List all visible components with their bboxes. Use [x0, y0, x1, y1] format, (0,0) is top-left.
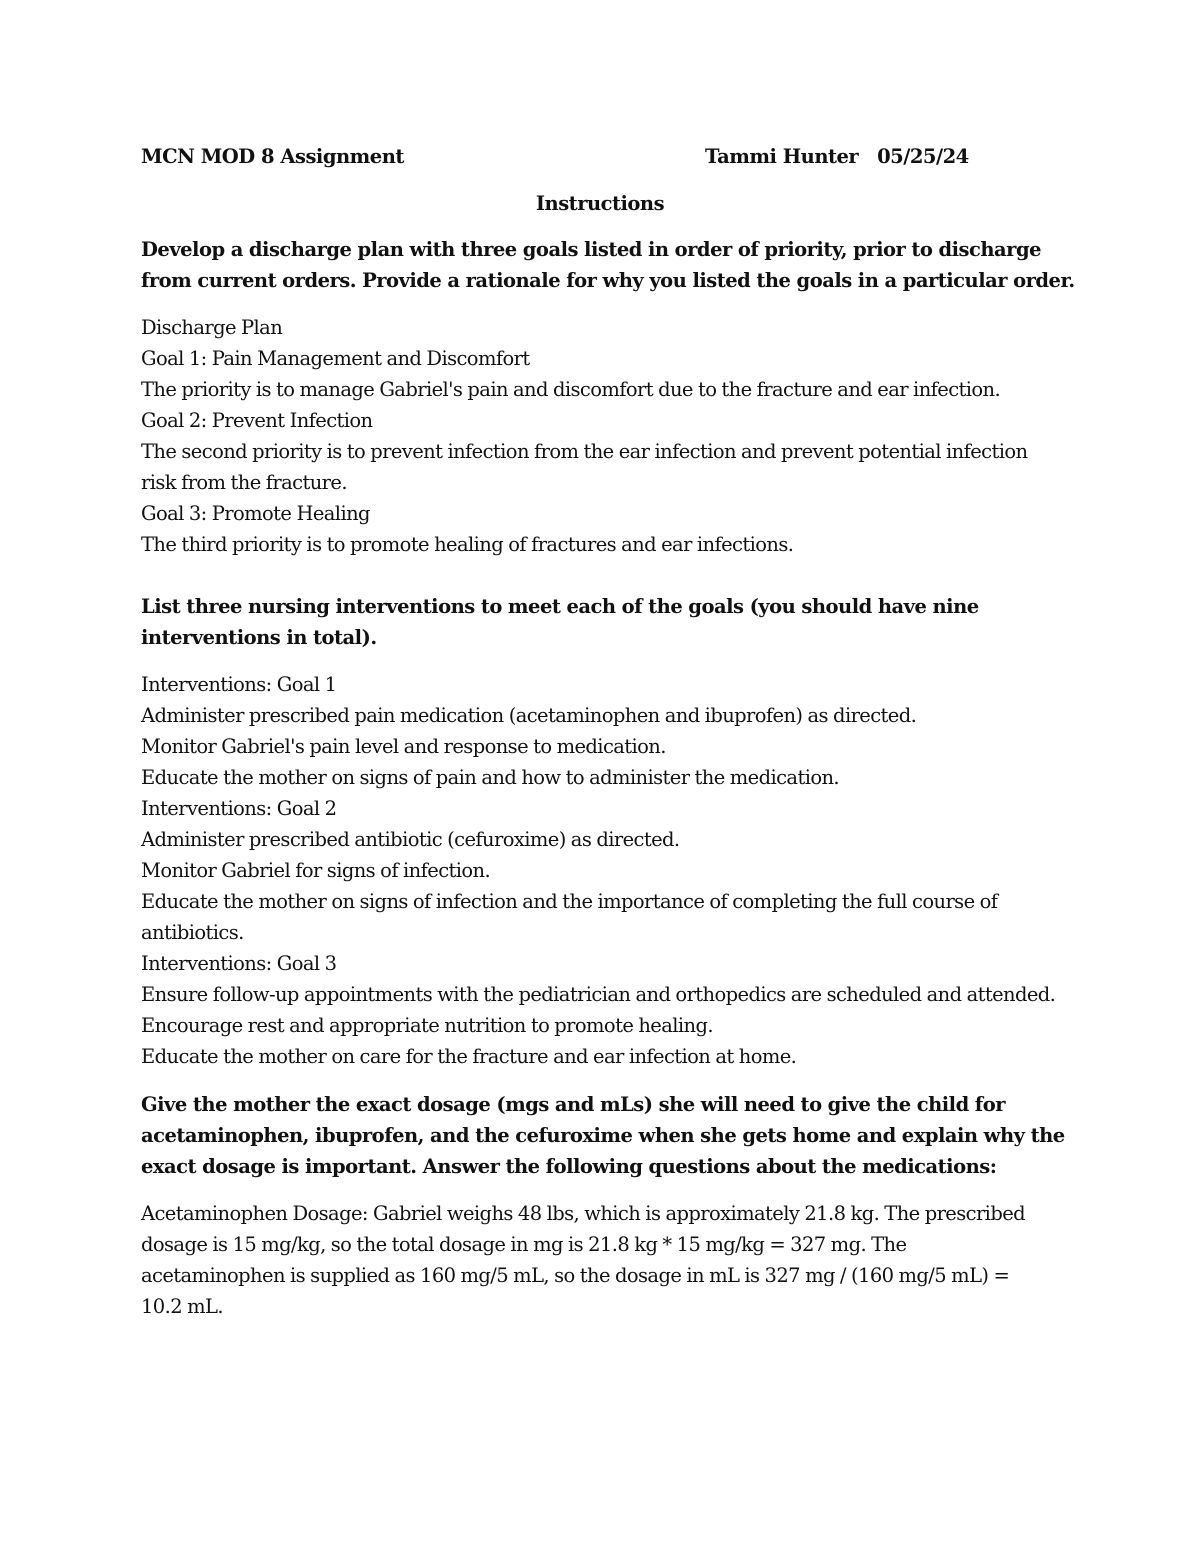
- intervention-item: Administer prescribed antibiotic (cefuroxime) as directed.: [141, 828, 680, 851]
- goal-2-rationale-cont: risk from the fracture.: [141, 471, 347, 494]
- intervention-item: Monitor Gabriel for signs of infection.: [141, 859, 491, 882]
- instructions-heading: Instructions: [535, 192, 665, 215]
- dosage-prompt-line: exact dosage is important. Answer the following questions about the medications:: [141, 1155, 997, 1178]
- intervention-item: Administer prescribed pain medication (acetaminophen and ibuprofen) as directed.: [141, 704, 917, 727]
- interventions-goal-1-heading: Interventions: Goal 1: [141, 673, 337, 696]
- acetaminophen-dosage-line: Acetaminophen Dosage: Gabriel weighs 48 lbs, which is approximately 21.8 kg. The prescribed: [141, 1202, 1026, 1225]
- dosage-prompt-line: acetaminophen, ibuprofen, and the cefuroxime when she gets home and explain why the: [141, 1124, 1065, 1147]
- acetaminophen-dosage-line: dosage is 15 mg/kg, so the total dosage in mg is 21.8 kg * 15 mg/kg = 327 mg. The: [141, 1233, 907, 1256]
- intervention-item: Educate the mother on signs of pain and how to administer the medication.: [141, 766, 840, 789]
- discharge-prompt-line: Develop a discharge plan with three goals listed in order of priority, prior to discharge: [141, 238, 1041, 261]
- acetaminophen-dosage-line: 10.2 mL.: [141, 1295, 223, 1318]
- interventions-goal-3-heading: Interventions: Goal 3: [141, 952, 337, 975]
- goal-2-title: Goal 2: Prevent Infection: [141, 409, 373, 432]
- intervention-item-cont: antibiotics.: [141, 921, 244, 944]
- document-title: MCN MOD 8 Assignment: [141, 145, 404, 168]
- interventions-goal-2-heading: Interventions: Goal 2: [141, 797, 337, 820]
- goal-1-title: Goal 1: Pain Management and Discomfort: [141, 347, 530, 370]
- intervention-item: Encourage rest and appropriate nutrition to promote healing.: [141, 1014, 713, 1037]
- interventions-prompt-line: List three nursing interventions to meet each of the goals (you should have nine: [141, 595, 979, 618]
- intervention-item: Educate the mother on care for the fracture and ear infection at home.: [141, 1045, 797, 1068]
- document-date: 05/25/24: [877, 145, 969, 168]
- goal-3-rationale: The third priority is to promote healing of fractures and ear infections.: [141, 533, 794, 556]
- goal-3-title: Goal 3: Promote Healing: [141, 502, 370, 525]
- intervention-item: Educate the mother on signs of infection and the importance of completing the full course of: [141, 890, 998, 913]
- author-date: [705, 141, 969, 172]
- discharge-prompt-line: from current orders. Provide a rationale for why you listed the goals in a particular order.: [141, 269, 1075, 292]
- goal-2-rationale: The second priority is to prevent infection from the ear infection and prevent potential infection: [141, 440, 1028, 463]
- dosage-prompt-line: Give the mother the exact dosage (mgs and mLs) she will need to give the child for: [141, 1093, 1005, 1116]
- author-name: Tammi Hunter: [705, 145, 859, 168]
- intervention-item: Monitor Gabriel's pain level and response to medication.: [141, 735, 666, 758]
- acetaminophen-dosage-line: acetaminophen is supplied as 160 mg/5 mL, so the dosage in mL is 327 mg / (160 mg/5 mL) =: [141, 1264, 1010, 1287]
- goal-1-rationale: The priority is to manage Gabriel's pain and discomfort due to the fracture and ear infection.: [141, 378, 1001, 401]
- discharge-plan-heading: Discharge Plan: [141, 316, 283, 339]
- interventions-prompt-line: interventions in total).: [141, 626, 377, 649]
- intervention-item: Ensure follow-up appointments with the pediatrician and orthopedics are scheduled and attended.: [141, 983, 1056, 1006]
